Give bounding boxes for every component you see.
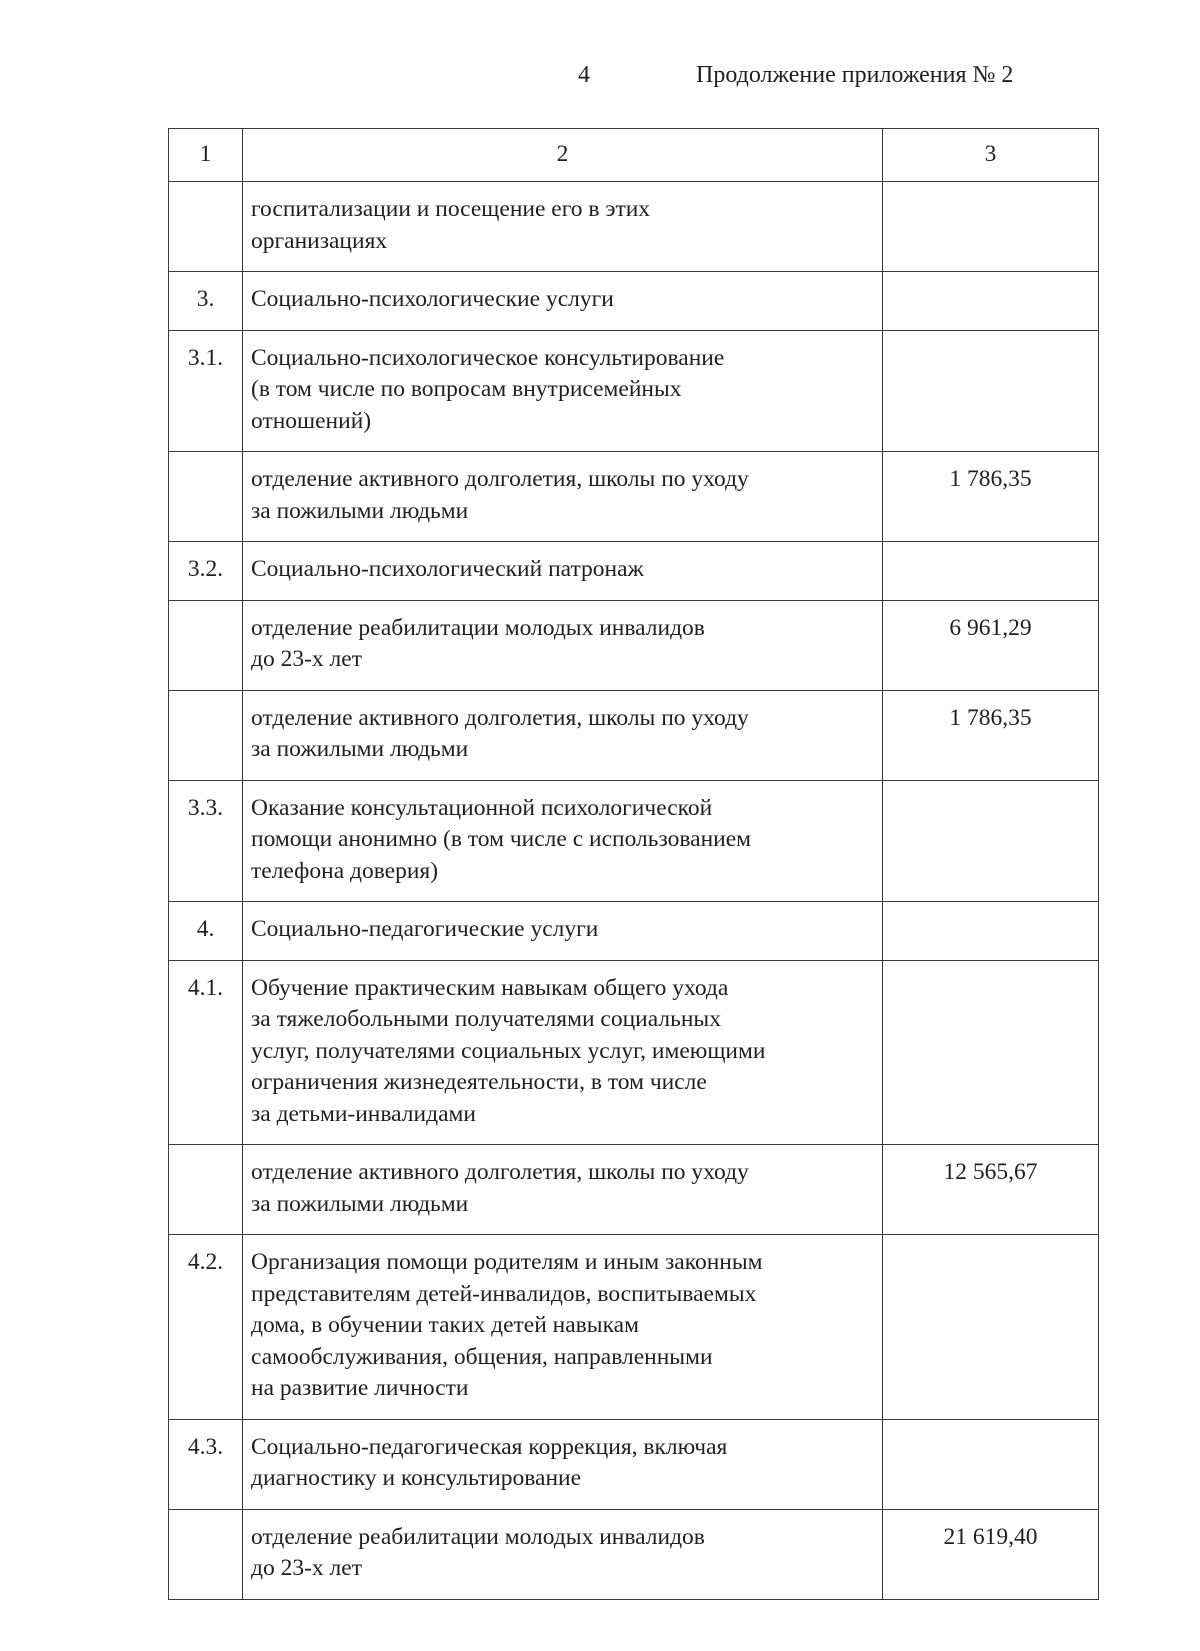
row-name — [243, 182, 883, 272]
row-number — [169, 600, 243, 690]
row-name — [243, 960, 883, 1145]
name-line: отношений) — [251, 407, 372, 434]
table-row — [169, 960, 1099, 1145]
row-value — [883, 1419, 1099, 1509]
row-number — [169, 1509, 243, 1599]
row-name — [243, 1235, 883, 1420]
row-name — [243, 1419, 883, 1509]
name-line: Оказание консультационной психологической — [251, 794, 713, 821]
name-line: отделение реабилитации молодых инвалидов — [251, 614, 705, 641]
column-header-value: 3 — [883, 129, 1099, 182]
row-number: 4.2. — [169, 1235, 243, 1420]
services-table — [168, 128, 1099, 1600]
name-line: за пожилыми людьми — [251, 497, 469, 524]
name-line: отделение активного долголетия, школы по уходу — [251, 704, 749, 731]
row-number: 4. — [169, 902, 243, 961]
name-line: отделение активного долголетия, школы по уходу — [251, 466, 749, 492]
name-line: за пожилыми людьми — [251, 1190, 469, 1217]
table-row — [169, 1235, 1099, 1420]
row-value — [883, 330, 1099, 452]
row-name: Социально-психологический патронаж — [243, 542, 883, 601]
table-header-row — [169, 129, 1099, 182]
table-row — [169, 780, 1099, 902]
row-value — [883, 272, 1099, 331]
name-line: организациях — [251, 227, 388, 254]
name-line: на развитие личности — [251, 1375, 469, 1401]
table-row — [169, 1509, 1099, 1599]
row-value — [883, 1235, 1099, 1420]
page-number: 4 — [578, 62, 590, 88]
appendix-continuation-label: Продолжение приложения № 2 — [696, 62, 1014, 88]
row-value — [883, 902, 1099, 961]
row-value — [883, 542, 1099, 601]
table-row — [169, 272, 1099, 331]
table-row — [169, 542, 1099, 601]
row-value: 12 565,67 — [883, 1145, 1099, 1235]
table-row — [169, 600, 1099, 690]
table-row — [169, 452, 1099, 542]
row-value: 6 961,29 — [883, 600, 1099, 690]
name-line: диагностику и консультирование — [251, 1465, 582, 1491]
row-value — [883, 780, 1099, 902]
name-line: за детьми-инвалидами — [251, 1100, 476, 1127]
name-line: Социально-психологическое консультирование — [251, 344, 725, 371]
name-line: помощи анонимно (в том числе с использованием — [251, 826, 752, 852]
name-line: Социально-педагогическая коррекция, включая — [251, 1433, 728, 1460]
row-value — [883, 182, 1099, 272]
row-name — [243, 1509, 883, 1599]
row-name — [243, 780, 883, 902]
row-number: 3.1. — [169, 330, 243, 452]
row-name — [243, 1145, 883, 1235]
row-number: 3. — [169, 272, 243, 331]
table-row — [169, 902, 1099, 961]
row-number: 3.3. — [169, 780, 243, 902]
table-row — [169, 182, 1099, 272]
name-line: услуг, получателями социальных услуг, имеющими — [251, 1037, 766, 1064]
name-line: отделение реабилитации молодых инвалидов — [251, 1523, 705, 1550]
name-line: до 23-х лет — [251, 646, 362, 672]
name-line: Обучение практическим навыкам общего ухода — [251, 974, 729, 1001]
name-line: отделение активного долголетия, школы по уходу — [251, 1159, 749, 1185]
row-value: 1 786,35 — [883, 690, 1099, 780]
name-line: госпитализации и посещение его в этих — [251, 196, 651, 222]
name-line: самообслуживания, общения, направленными — [251, 1343, 713, 1370]
column-header-number: 1 — [169, 129, 243, 182]
table-row — [169, 1145, 1099, 1235]
table-row — [169, 690, 1099, 780]
row-name: Социально-педагогические услуги — [243, 902, 883, 961]
row-number — [169, 690, 243, 780]
row-number — [169, 182, 243, 272]
row-value: 21 619,40 — [883, 1509, 1099, 1599]
row-name: Социально-психологические услуги — [243, 272, 883, 331]
row-number — [169, 452, 243, 542]
name-line: ограничения жизнедеятельности, в том числе — [251, 1069, 707, 1095]
name-line: представителям детей-инвалидов, воспитываемых — [251, 1280, 757, 1307]
row-value: 1 786,35 — [883, 452, 1099, 542]
name-line: до 23-х лет — [251, 1555, 362, 1581]
name-line: за тяжелобольными получателями социальных — [251, 1006, 721, 1032]
name-line: (в том числе по вопросам внутрисемейных — [251, 376, 682, 402]
name-line: дома, в обучении таких детей навыкам — [251, 1312, 639, 1338]
row-number: 4.3. — [169, 1419, 243, 1509]
row-name — [243, 452, 883, 542]
table-row — [169, 1419, 1099, 1509]
column-header-name: 2 — [243, 129, 883, 182]
name-line: телефона доверия) — [251, 857, 439, 884]
row-name — [243, 690, 883, 780]
row-value — [883, 960, 1099, 1145]
row-name — [243, 330, 883, 452]
name-line: за пожилыми людьми — [251, 736, 469, 762]
row-number — [169, 1145, 243, 1235]
row-name — [243, 600, 883, 690]
table-row — [169, 330, 1099, 452]
row-number: 3.2. — [169, 542, 243, 601]
name-line: Организация помощи родителям и иным законным — [251, 1249, 763, 1275]
row-number: 4.1. — [169, 960, 243, 1145]
